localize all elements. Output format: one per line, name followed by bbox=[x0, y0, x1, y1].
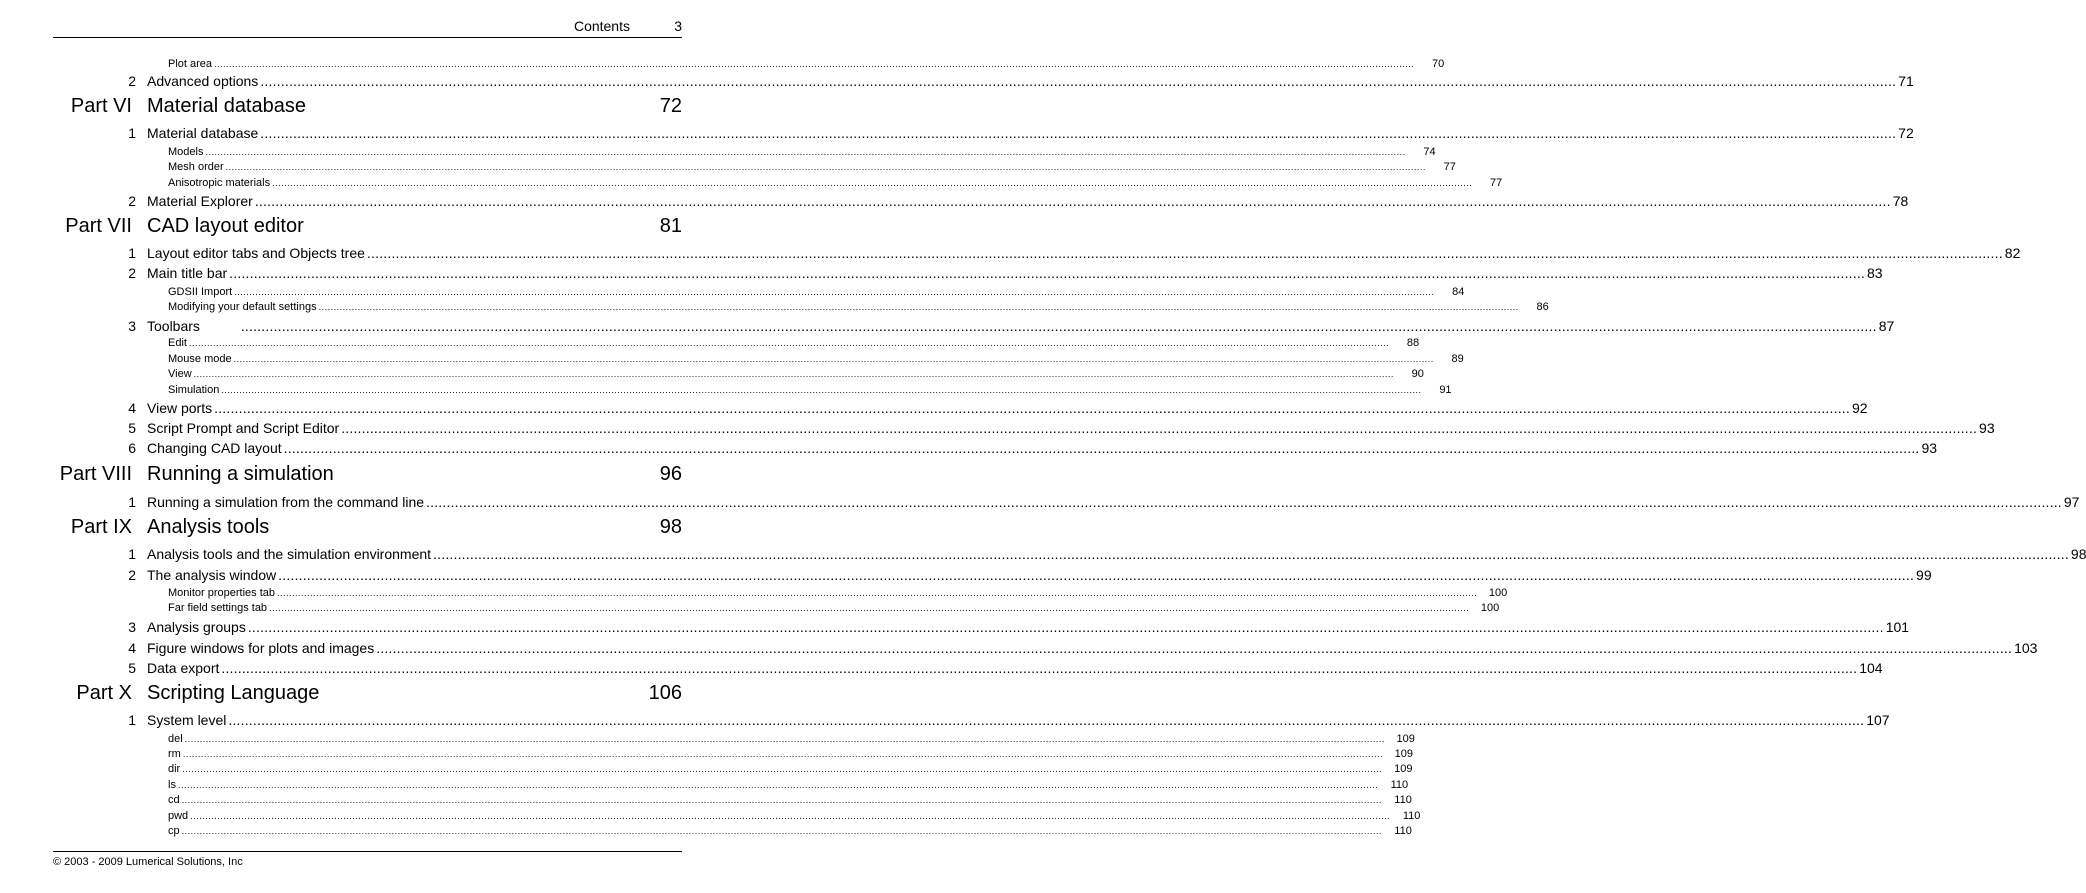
dot-leader: ................................................................................................................................................................................................................................................................................................................................................................................................................ bbox=[269, 603, 1470, 613]
toc-entry-line bbox=[147, 545, 2086, 563]
part-page-number: 96 bbox=[659, 463, 682, 485]
chapter-number: 1 bbox=[128, 245, 136, 261]
entry-title: ls bbox=[168, 779, 176, 791]
entry-page-number: 87 bbox=[1878, 318, 1895, 334]
toc-entry-line bbox=[147, 72, 1914, 90]
dot-leader: ................................................................................................................................................................................................................................................................................................................................................................................................................ bbox=[247, 619, 1884, 635]
part-number: Part VIII bbox=[59, 463, 132, 485]
entry-page-number: 92 bbox=[1851, 400, 1868, 416]
entry-title: The analysis window bbox=[147, 567, 277, 583]
dot-leader: ................................................................................................................................................................................................................................................................................................................................................................................................................ bbox=[184, 734, 1385, 744]
entry-title: Edit bbox=[168, 337, 187, 349]
entry-title: Plot area bbox=[168, 58, 213, 70]
toc-entry-line bbox=[168, 778, 1409, 793]
toc-chapter-entry bbox=[0, 399, 1868, 417]
toc-chapter-entry bbox=[0, 711, 1890, 729]
toc-entry-line bbox=[168, 352, 1464, 367]
toc-entry-line bbox=[147, 711, 1890, 729]
toc-entry-line bbox=[168, 809, 1421, 824]
entry-title: Toolbars bbox=[147, 318, 239, 334]
toc-chapter-entry bbox=[0, 659, 1883, 677]
chapter-number: 2 bbox=[128, 265, 136, 281]
entry-page-number: 100 bbox=[1488, 587, 1508, 599]
toc-entry-line bbox=[168, 824, 1412, 839]
entry-title: Models bbox=[168, 146, 204, 158]
entry-page-number: 89 bbox=[1451, 353, 1464, 365]
entry-title: Material database bbox=[147, 125, 259, 141]
toc-chapter-entry bbox=[0, 192, 1909, 210]
toc-chapter-entry bbox=[0, 566, 1932, 584]
entry-page-number: 72 bbox=[1898, 125, 1914, 141]
part-title: Running a simulation bbox=[147, 463, 334, 485]
chapter-number: 5 bbox=[128, 420, 136, 436]
toc-entry-line bbox=[168, 793, 1412, 808]
entry-page-number: 97 bbox=[2063, 494, 2080, 510]
entry-page-number: 83 bbox=[1867, 265, 1883, 281]
dot-leader: ................................................................................................................................................................................................................................................................................................................................................................................................................ bbox=[254, 193, 1891, 209]
toc-part-heading bbox=[0, 679, 735, 707]
toc-entry-line bbox=[147, 244, 2021, 262]
dot-leader: ................................................................................................................................................................................................................................................................................................................................................................................................................ bbox=[188, 338, 1390, 348]
entry-page-number: 77 bbox=[1490, 177, 1503, 189]
entry-title: View bbox=[168, 368, 192, 380]
dot-leader: ................................................................................................................................................................................................................................................................................................................................................................................................................ bbox=[283, 440, 1920, 456]
toc-section-entry bbox=[0, 383, 1452, 398]
toc-entry-line bbox=[147, 419, 1995, 437]
chapter-number: 2 bbox=[128, 73, 136, 89]
dot-leader: ................................................................................................................................................................................................................................................................................................................................................................................................................ bbox=[277, 588, 1478, 598]
entry-page-number: 93 bbox=[1979, 420, 1995, 436]
dot-leader: ................................................................................................................................................................................................................................................................................................................................................................................................................ bbox=[366, 245, 2003, 261]
toc-entry-line bbox=[147, 124, 1914, 142]
chapter-number: 6 bbox=[128, 440, 136, 456]
entry-title: rm bbox=[168, 748, 181, 760]
toc-chapter-entry bbox=[0, 639, 2038, 657]
part-title: Scripting Language bbox=[147, 682, 320, 704]
entry-page-number: 82 bbox=[2004, 245, 2021, 261]
dot-leader: ................................................................................................................................................................................................................................................................................................................................................................................................................ bbox=[234, 287, 1435, 297]
chapter-number: 4 bbox=[128, 400, 136, 416]
dot-leader: ................................................................................................................................................................................................................................................................................................................................................................................................................ bbox=[225, 162, 1426, 172]
entry-page-number: 99 bbox=[1916, 567, 1932, 583]
entry-page-number: 71 bbox=[1898, 73, 1914, 89]
entry-page-number: 70 bbox=[1431, 58, 1445, 70]
entry-title: Modifying your default settings bbox=[168, 301, 317, 313]
toc-chapter-entry bbox=[0, 317, 1895, 335]
entry-page-number: 74 bbox=[1423, 146, 1436, 158]
dot-leader: ................................................................................................................................................................................................................................................................................................................................................................................................................ bbox=[177, 780, 1379, 790]
dot-leader: ................................................................................................................................................................................................................................................................................................................................................................................................................ bbox=[181, 826, 1382, 836]
dot-leader: ................................................................................................................................................................................................................................................................................................................................................................................................................ bbox=[221, 660, 1858, 676]
dot-leader: ................................................................................................................................................................................................................................................................................................................................................................................................................ bbox=[182, 749, 1384, 759]
chapter-number: 1 bbox=[128, 125, 136, 141]
dot-leader: ................................................................................................................................................................................................................................................................................................................................................................................................................ bbox=[181, 795, 1382, 805]
dot-leader: ................................................................................................................................................................................................................................................................................................................................................................................................................ bbox=[426, 494, 2062, 510]
entry-title: Mouse mode bbox=[168, 353, 232, 365]
part-page-number: 72 bbox=[659, 95, 682, 117]
toc-section-entry bbox=[0, 176, 1503, 191]
toc-section-entry bbox=[0, 352, 1464, 367]
entry-title: Advanced options bbox=[147, 73, 259, 89]
toc-entry-line bbox=[168, 762, 1413, 777]
toc-entry-line bbox=[147, 639, 2038, 657]
entry-title: System level bbox=[147, 712, 227, 728]
entry-title: cd bbox=[168, 794, 180, 806]
toc-section-entry bbox=[0, 300, 1549, 315]
toc-chapter-entry bbox=[0, 72, 1914, 90]
toc-section-entry bbox=[0, 778, 1409, 793]
entry-title: Main title bar bbox=[147, 265, 228, 281]
toc-section-entry bbox=[0, 732, 1415, 747]
toc-entry-line bbox=[147, 618, 1910, 636]
entry-page-number: 77 bbox=[1443, 161, 1456, 173]
dot-leader: ................................................................................................................................................................................................................................................................................................................................................................................................................ bbox=[318, 302, 1519, 312]
toc-entry-line bbox=[147, 264, 1883, 282]
toc-section-entry bbox=[0, 160, 1456, 175]
entry-title: Layout editor tabs and Objects tree bbox=[147, 245, 365, 261]
toc-entry-line bbox=[168, 285, 1465, 300]
entry-page-number: 78 bbox=[1892, 193, 1909, 209]
toc-entry-line bbox=[168, 383, 1452, 398]
toc-section-entry bbox=[0, 601, 1500, 616]
entry-page-number: 98 bbox=[2070, 546, 2086, 562]
toc-chapter-entry bbox=[0, 264, 1883, 282]
dot-leader: ................................................................................................................................................................................................................................................................................................................................................................................................................ bbox=[228, 712, 1865, 728]
toc-chapter-entry bbox=[0, 244, 2021, 262]
entry-page-number: 100 bbox=[1480, 602, 1500, 614]
dot-leader: ................................................................................................................................................................................................................................................................................................................................................................................................................ bbox=[272, 178, 1473, 188]
dot-leader: ................................................................................................................................................................................................................................................................................................................................................................................................................ bbox=[278, 567, 1915, 583]
chapter-number: 1 bbox=[128, 546, 136, 562]
entry-page-number: 86 bbox=[1536, 301, 1549, 313]
dot-leader: ................................................................................................................................................................................................................................................................................................................................................................................................................ bbox=[376, 640, 2013, 656]
toc-entry-line bbox=[147, 399, 1868, 417]
entry-page-number: 101 bbox=[1885, 619, 1910, 635]
toc-entry-line bbox=[147, 566, 1932, 584]
entry-page-number: 109 bbox=[1394, 748, 1414, 760]
header-page-number: 3 bbox=[674, 18, 682, 34]
entry-title: Mesh order bbox=[168, 161, 224, 173]
dot-leader: ................................................................................................................................................................................................................................................................................................................................................................................................................ bbox=[193, 369, 1394, 379]
chapter-number: 4 bbox=[128, 640, 136, 656]
toc-section-entry bbox=[0, 336, 1420, 351]
chapter-number: 2 bbox=[128, 193, 136, 209]
entry-page-number: 110 bbox=[1402, 810, 1421, 822]
entry-title: Running a simulation from the command line bbox=[147, 494, 425, 510]
part-title: Material database bbox=[147, 95, 306, 117]
toc-chapter-entry bbox=[0, 439, 1938, 457]
dot-leader: ................................................................................................................................................................................................................................................................................................................................................................................................................ bbox=[190, 811, 1391, 821]
entry-page-number: 93 bbox=[1921, 440, 1938, 456]
header-section-title: Contents bbox=[573, 18, 630, 34]
toc-entry-line bbox=[168, 176, 1503, 191]
entry-page-number: 110 bbox=[1394, 825, 1412, 837]
entry-page-number: 109 bbox=[1394, 763, 1413, 775]
dot-leader: ................................................................................................................................................................................................................................................................................................................................................................................................................ bbox=[341, 420, 1978, 436]
part-number: Part VI bbox=[70, 95, 132, 117]
entry-title: GDSII Import bbox=[168, 286, 233, 298]
chapter-number: 3 bbox=[128, 619, 136, 635]
entry-title: pwd bbox=[168, 810, 189, 822]
toc-entry-line bbox=[168, 57, 1445, 72]
toc-section-entry bbox=[0, 57, 1445, 72]
entry-title: Analysis groups bbox=[147, 619, 246, 635]
toc-entry-line bbox=[168, 601, 1500, 616]
dot-leader: ................................................................................................................................................................................................................................................................................................................................................................................................................ bbox=[240, 318, 1877, 334]
toc-section-entry bbox=[0, 762, 1413, 777]
entry-page-number: 110 bbox=[1390, 779, 1409, 791]
toc-chapter-entry bbox=[0, 419, 1995, 437]
dot-leader: ................................................................................................................................................................................................................................................................................................................................................................................................................ bbox=[433, 546, 2069, 562]
toc-part-heading bbox=[0, 460, 735, 488]
toc-entry-line bbox=[168, 336, 1420, 351]
entry-page-number: 84 bbox=[1452, 286, 1465, 298]
part-page-number: 106 bbox=[648, 682, 682, 704]
entry-title: dir bbox=[168, 763, 181, 775]
part-number: Part VII bbox=[65, 215, 132, 237]
part-number: Part IX bbox=[70, 516, 132, 538]
toc-section-entry bbox=[0, 793, 1412, 808]
entry-title: Material Explorer bbox=[147, 193, 253, 209]
entry-page-number: 109 bbox=[1396, 733, 1415, 745]
toc-section-entry bbox=[0, 145, 1436, 160]
toc-section-entry bbox=[0, 809, 1421, 824]
entry-title: cp bbox=[168, 825, 180, 837]
dot-leader: ................................................................................................................................................................................................................................................................................................................................................................................................................ bbox=[229, 265, 1866, 281]
toc-chapter-entry bbox=[0, 618, 1910, 636]
toc-entry-line bbox=[147, 659, 1883, 677]
entry-title: Figure windows for plots and images bbox=[147, 640, 375, 656]
part-page-number: 98 bbox=[659, 516, 682, 538]
toc-part-heading bbox=[0, 513, 735, 541]
toc-part-heading bbox=[0, 92, 735, 120]
toc-section-entry bbox=[0, 747, 1414, 762]
toc-section-entry bbox=[0, 824, 1412, 839]
dot-leader: ................................................................................................................................................................................................................................................................................................................................................................................................................ bbox=[260, 73, 1897, 89]
dot-leader: ................................................................................................................................................................................................................................................................................................................................................................................................................ bbox=[260, 125, 1897, 141]
toc-entry-line bbox=[168, 586, 1508, 601]
dot-leader: ................................................................................................................................................................................................................................................................................................................................................................................................................ bbox=[233, 354, 1434, 364]
part-page-number: 81 bbox=[659, 215, 682, 237]
entry-title: Data export bbox=[147, 660, 220, 676]
toc-section-entry bbox=[0, 586, 1508, 601]
part-title: CAD layout editor bbox=[147, 215, 304, 237]
footer-copyright: © 2003 - 2009 Lumerical Solutions, Inc bbox=[53, 856, 243, 868]
dot-leader: ................................................................................................................................................................................................................................................................................................................................................................................................................ bbox=[205, 147, 1406, 157]
part-title: Analysis tools bbox=[147, 516, 270, 538]
dot-leader: ................................................................................................................................................................................................................................................................................................................................................................................................................ bbox=[214, 59, 1415, 69]
entry-title: Script Prompt and Script Editor bbox=[147, 420, 340, 436]
entry-page-number: 103 bbox=[2014, 640, 2038, 656]
toc-chapter-entry bbox=[0, 124, 1914, 142]
footer-rule bbox=[53, 851, 682, 852]
toc-entry-line bbox=[168, 747, 1414, 762]
entry-page-number: 88 bbox=[1406, 337, 1420, 349]
toc-part-heading bbox=[0, 212, 735, 240]
chapter-number: 1 bbox=[128, 494, 136, 510]
chapter-number: 5 bbox=[128, 660, 136, 676]
entry-page-number: 107 bbox=[1866, 712, 1890, 728]
toc-entry-line bbox=[147, 493, 2080, 511]
entry-page-number: 110 bbox=[1394, 794, 1412, 806]
entry-page-number: 91 bbox=[1439, 384, 1452, 396]
chapter-number: 3 bbox=[128, 318, 136, 334]
toc-entry-line bbox=[147, 439, 1938, 457]
dot-leader: ................................................................................................................................................................................................................................................................................................................................................................................................................ bbox=[182, 764, 1383, 774]
toc-entry-line bbox=[168, 160, 1456, 175]
toc-entry-line bbox=[147, 192, 1909, 210]
chapter-number: 2 bbox=[128, 567, 136, 583]
toc-chapter-entry bbox=[0, 493, 2080, 511]
toc-entry-line bbox=[168, 367, 1424, 382]
entry-title: Far field settings tab bbox=[168, 602, 268, 614]
entry-title: View ports bbox=[147, 400, 213, 416]
entry-page-number: 104 bbox=[1859, 660, 1883, 676]
entry-title: Changing CAD layout bbox=[147, 440, 282, 456]
toc-entry-line bbox=[168, 732, 1415, 747]
entry-title: del bbox=[168, 733, 183, 745]
entry-title: Simulation bbox=[168, 384, 220, 396]
toc-chapter-entry bbox=[0, 545, 2086, 563]
dot-leader: ................................................................................................................................................................................................................................................................................................................................................................................................................ bbox=[221, 385, 1422, 395]
entry-title: Analysis tools and the simulation environment bbox=[147, 546, 432, 562]
entry-page-number: 90 bbox=[1411, 368, 1424, 380]
toc-section-entry bbox=[0, 367, 1424, 382]
entry-title: Anisotropic materials bbox=[168, 177, 271, 189]
toc-entry-line bbox=[147, 317, 1895, 335]
entry-title: Monitor properties tab bbox=[168, 587, 275, 599]
toc-section-entry bbox=[0, 285, 1465, 300]
toc-entry-line bbox=[168, 300, 1549, 315]
dot-leader: ................................................................................................................................................................................................................................................................................................................................................................................................................ bbox=[214, 400, 1850, 416]
chapter-number: 1 bbox=[128, 712, 136, 728]
part-number: Part X bbox=[76, 682, 132, 704]
toc-entry-line bbox=[168, 145, 1436, 160]
